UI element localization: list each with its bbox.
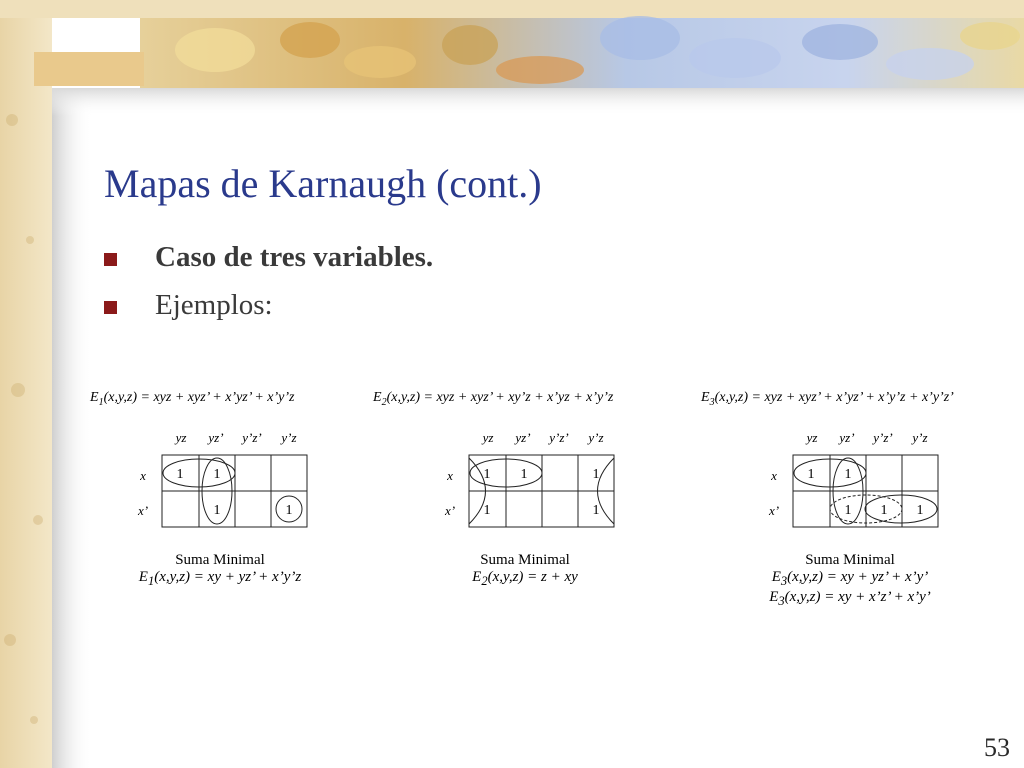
summary-expression: $E_3(x,y,z)$ = xy + yz’ + x’y’	[771, 569, 929, 588]
col-header: y’z’	[549, 430, 569, 445]
col-header: y’z	[912, 430, 928, 445]
summary-title: Suma Minimal	[805, 552, 895, 568]
col-header: yz	[482, 430, 494, 445]
cell-value: 1	[285, 503, 293, 518]
cell-value: 1	[844, 503, 852, 518]
cell-value: 1	[520, 467, 528, 482]
col-header: yz’	[839, 430, 855, 445]
cell-value: 1	[592, 503, 600, 518]
summary-title: Suma Minimal	[175, 552, 265, 568]
equation-e2: $E_2(x,y,z)$ = xyz + xyz’ + xy’z + x’yz + x’y’z	[373, 390, 614, 408]
col-header: yz	[175, 430, 187, 445]
slide-title: Mapas de Karnaugh (cont.)	[104, 161, 542, 206]
karnaugh-map-3	[756, 422, 946, 532]
cell-value: 1	[483, 467, 491, 482]
cell-value: 1	[807, 467, 815, 482]
karnaugh-map-1	[125, 422, 315, 532]
bullet-marker	[104, 301, 117, 314]
summary-e2	[415, 552, 635, 589]
summary-e1	[110, 552, 330, 589]
col-header: y’z’	[873, 430, 893, 445]
cell-value: 1	[880, 503, 888, 518]
row-header: x	[447, 468, 453, 483]
cell-value: 1	[592, 467, 600, 482]
col-header: yz’	[515, 430, 531, 445]
row-header: x’	[137, 503, 149, 518]
row-header: x	[140, 468, 146, 483]
cell-value: 1	[176, 467, 184, 482]
col-header: yz’	[208, 430, 224, 445]
bullet-text-2: Ejemplos:	[155, 289, 273, 321]
row-header: x’	[768, 503, 780, 518]
equation-e1: $E_1(x,y,z)$ = xyz + xyz’ + x’yz’ + x’y’z	[90, 390, 295, 408]
bullet-marker	[104, 253, 117, 266]
summary-expression-alt: $E_3(x,y,z)$ = xy + x’z’ + x’y’	[769, 589, 931, 608]
equation-e3: $E_3(x,y,z)$ = xyz + xyz’ + x’yz’ + x’y’z + x’y’z’	[701, 390, 954, 408]
summary-e3	[735, 552, 965, 609]
summary-expression: $E_2(x,y,z) = z$ + xy	[472, 569, 578, 588]
cell-value: 1	[916, 503, 924, 518]
col-header: y’z	[281, 430, 297, 445]
row-header: x’	[444, 503, 456, 518]
col-header: yz	[806, 430, 818, 445]
col-header: y’z	[588, 430, 604, 445]
row-header: x	[771, 468, 777, 483]
cell-value: 1	[213, 467, 221, 482]
cell-value: 1	[844, 467, 852, 482]
summary-title: Suma Minimal	[480, 552, 570, 568]
page-number: 53	[984, 733, 1010, 762]
bullet-text-1: Caso de tres variables.	[155, 241, 434, 273]
cell-value: 1	[483, 503, 491, 518]
summary-expression: $E_1(x,y,z)$ = xy + yz’ + x’y’z	[138, 569, 302, 588]
col-header: y’z’	[242, 430, 262, 445]
cell-value: 1	[213, 503, 221, 518]
karnaugh-map-2	[432, 422, 622, 532]
